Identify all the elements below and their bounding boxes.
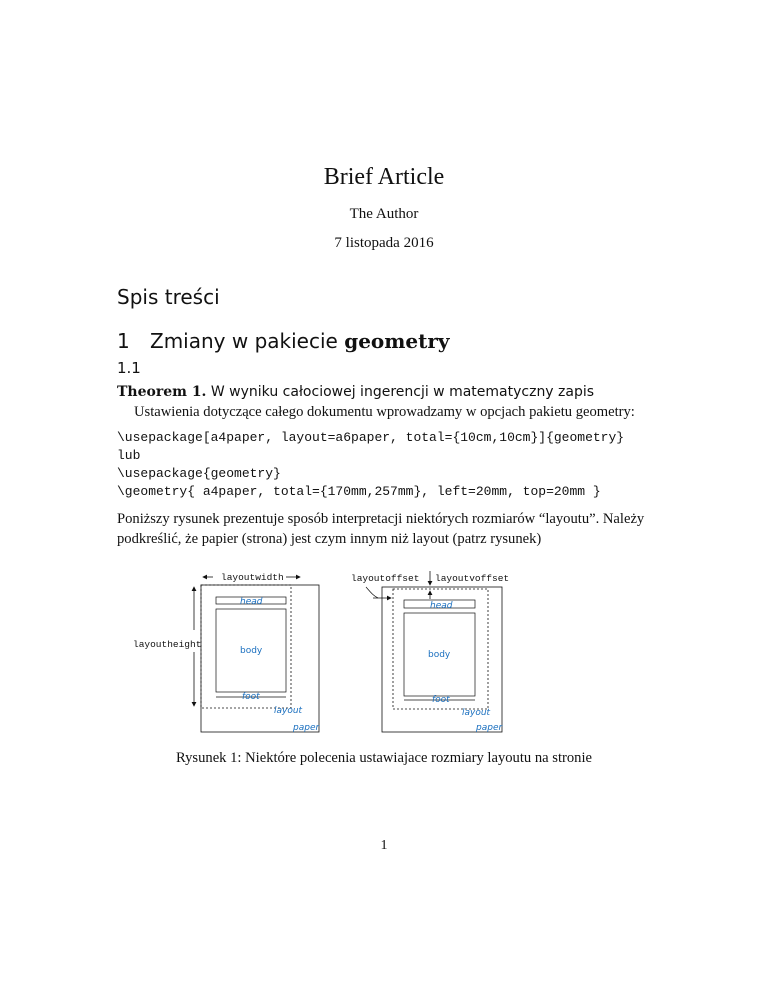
section-title-prefix: Zmiany w pakiecie xyxy=(150,329,338,353)
right-paper-label: paper xyxy=(476,723,503,733)
left-paper-label: paper xyxy=(293,723,320,733)
left-layout-label: layout xyxy=(274,706,303,716)
code-line: \geometry{ a4paper, total={170mm,257mm}, left=20mm, top=20mm } xyxy=(117,484,601,499)
label-layoutvoffset: layoutvoffset xyxy=(435,573,510,584)
right-head-label: head xyxy=(430,601,453,611)
subsection-number: 1.1 xyxy=(117,359,141,377)
article-author: The Author xyxy=(349,206,419,222)
label-layoutheight: layoutheight xyxy=(133,639,202,650)
article-title: Brief Article xyxy=(323,164,445,190)
paragraph-figure-intro-line: Poniższy rysunek prezentuje sposób interpretacji niektórych rozmiarów “layoutu”. Należy xyxy=(117,511,645,527)
right-body-label: body xyxy=(428,650,451,660)
theorem-head: Theorem 1. xyxy=(117,384,207,400)
left-head-label: head xyxy=(240,597,263,607)
page-number: 1 xyxy=(380,838,388,853)
section-number: 1 xyxy=(117,329,130,353)
article-date: 7 listopada 2016 xyxy=(334,235,434,251)
section-title xyxy=(150,329,450,353)
code-line: lub xyxy=(117,448,141,463)
toc-heading: Spis treści xyxy=(117,285,220,309)
label-layoutoffset: layoutoffset xyxy=(351,573,420,584)
section-title-bold: geometry xyxy=(344,329,450,353)
code-line: \usepackage[a4paper, layout=a6paper, total={10cm,10cm}]{geometry} xyxy=(117,430,625,445)
theorem-text: W wyniku całociowej ingerencji w matematyczny zapis xyxy=(210,384,595,400)
left-body-label: body xyxy=(240,646,263,656)
right-diagram xyxy=(351,571,509,733)
label-layoutwidth: layoutwidth xyxy=(221,572,284,583)
layoutoffset-pointer xyxy=(366,587,378,598)
figure-caption: Rysunek 1: Niektóre polecenia ustawiajace rozmiary layoutu na stronie xyxy=(175,750,592,766)
layout-figure xyxy=(0,560,768,740)
right-layout-label: layout xyxy=(462,708,491,718)
paragraph-settings: Ustawienia dotyczące całego dokumentu wprowadzamy w opcjach pakietu geometry: xyxy=(134,404,635,420)
theorem xyxy=(117,384,594,400)
code-line: \usepackage{geometry} xyxy=(117,466,281,481)
left-diagram xyxy=(133,572,320,733)
right-foot-label: foot xyxy=(432,695,450,705)
left-foot-label: foot xyxy=(242,692,260,702)
paragraph-figure-intro-line: podkreślić, że papier (strona) jest czym innym niż layout (patrz rysunek) xyxy=(117,531,542,547)
